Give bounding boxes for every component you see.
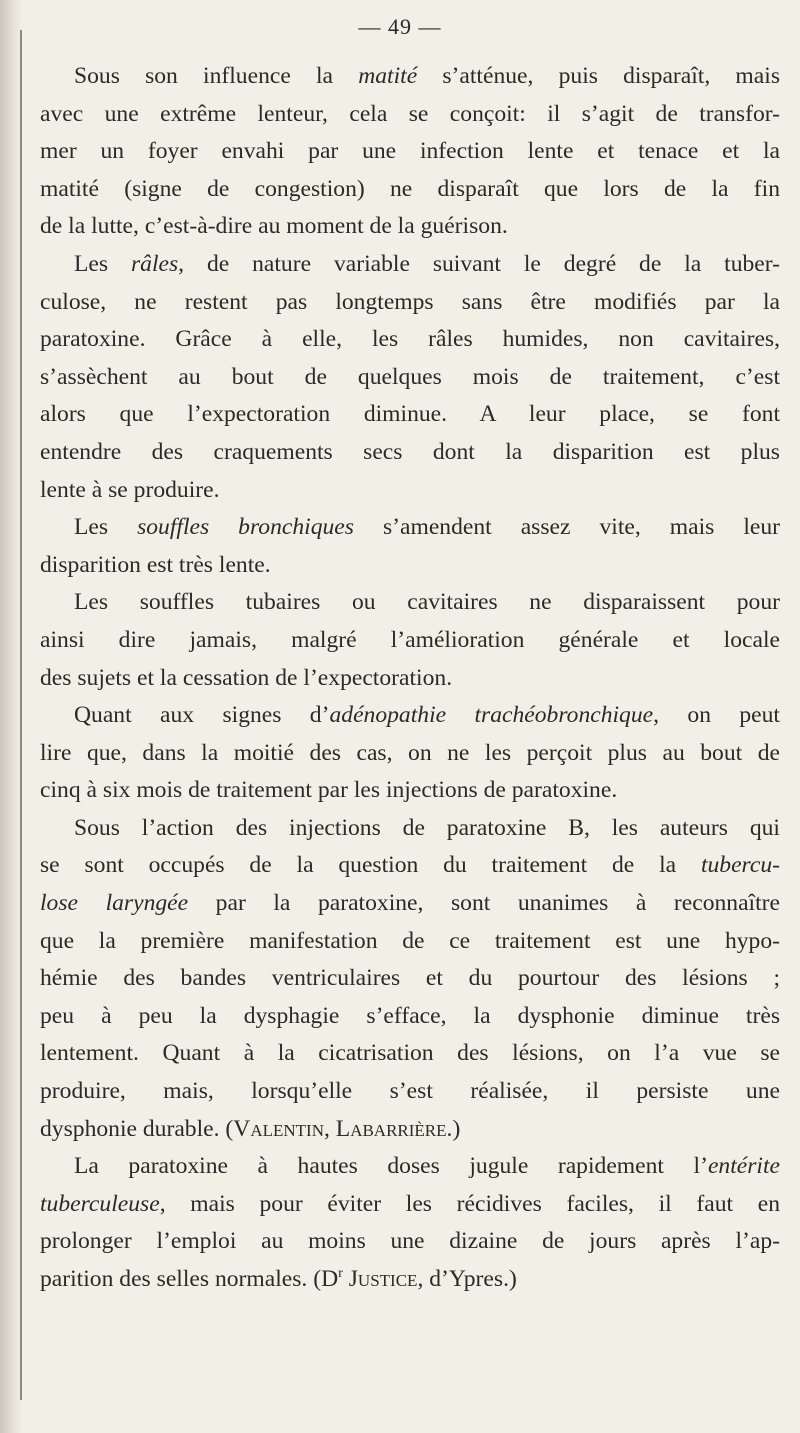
text-run: Les [74,514,138,541]
text-run: mer un foyer envahi par une infection lente et tenace et la [40,138,780,165]
text-run: des sujets et la cessation de l’expectoration. [40,664,453,691]
text-run: paratoxine. Grâce à elle, les râles humides, non cavitaires, [40,326,780,353]
text-run: lente à se produire. [40,476,220,503]
text-run: , de nature variable suivant le degré de la tuber- [178,250,781,277]
text-run: de la lutte, c’est-à-dire au moment de la guérison. [40,213,508,240]
binding-edge [20,30,22,1400]
text-run: lentement. Quant à la cicatrisation des lésions, on l’a vue se [40,1040,780,1067]
text-line [40,208,780,246]
text-run: s’atténue, puis disparaît, mais [417,63,780,89]
text-run: , d’Ypres.) [417,1266,517,1292]
small-caps-run: Justice [348,1266,418,1292]
text-run: , on peut [653,702,780,729]
text-line [40,584,780,622]
text-line [40,396,780,434]
text-line [40,1186,780,1224]
text-line [40,1261,780,1299]
text-line [40,998,780,1036]
text-run: Sous son influence la [74,63,359,89]
text-run: hémie des bandes ventriculaires et du pourtour des lésions ; [40,965,780,992]
text-line [40,434,780,472]
text-line [40,622,780,660]
text-line [40,885,780,923]
text-run: produire, mais, lorsqu’elle s’est réalisée, il persiste une [40,1078,780,1105]
text-run: Quant aux signes d’ [74,702,330,729]
italic-run: tubercu- [700,852,780,879]
text-line [40,359,780,397]
text-line [40,1148,780,1186]
text-run: Les souffles tubaires ou cavitaires ne disparaissent pour [74,589,780,616]
text-line [40,697,780,735]
text-line [40,960,780,998]
text-run: s’assèchent au bout de quelques mois de traitement, c’est [40,363,780,390]
text-line [40,1223,780,1261]
text-run: par la paratoxine, sont unanimes à reconnaître [188,890,780,917]
text-line [40,1111,780,1149]
italic-run: lose laryngée [40,890,189,917]
text-line [40,472,780,510]
italic-run: matité [358,63,418,89]
text-line [40,133,780,171]
text-run: parition des selles normales. (D [40,1266,339,1292]
superscript-run: r [338,1265,343,1282]
text-run: , mais pour éviter les récidives faciles, il faut en [159,1190,780,1217]
text-line [40,1073,780,1111]
text-line [40,1035,780,1073]
text-run: ainsi dire jamais, malgré l’amélioration générale et locale [40,626,780,653]
text-run: cinq à six mois de traitement par les injections de paratoxine. [40,777,618,804]
text-line [40,321,780,359]
text-line [40,246,780,284]
text-run: entendre des craquements secs dont la disparition est plus [40,438,780,465]
text-line [40,810,780,848]
text-run: peu à peu la dysphagie s’efface, la dysphonie diminue très [40,1002,780,1029]
italic-run: entérite [707,1153,780,1180]
page-number: — 49 — [358,14,442,39]
text-line [40,171,780,209]
text-line [40,547,780,585]
italic-run: adénopathie trachéobronchique [329,702,654,729]
text-line [40,58,780,96]
text-line [40,735,780,773]
text-run: Les [74,250,131,277]
text-line [40,96,780,134]
text-line [40,509,780,547]
text-line [40,284,780,322]
italic-run: souffles bronchiques [137,514,354,541]
text-run: avec une extrême lenteur, cela se conçoit: il s’agit de transfor- [40,100,780,127]
text-run: prolonger l’emploi au moins une dizaine de jours après l’ap- [40,1228,780,1255]
text-run: disparition est très lente. [40,551,271,578]
text-run: alors que l’expectoration diminue. A leur place, se font [40,401,780,428]
italic-run: tuberculeuse [40,1190,160,1217]
page-gutter-shadow [0,0,22,1433]
text-run: La paratoxine à hautes doses jugule rapidement l’ [74,1153,708,1180]
small-caps-run: Valentin, Labarrière. [233,1115,453,1142]
italic-run: râles [130,250,179,277]
text-run: s’amendent assez vite, mais leur [353,514,781,541]
text-line [40,772,780,810]
text-run: matité (signe de congestion) ne disparaît que lors de la fin [40,175,780,202]
body-text [40,58,780,1299]
text-line [40,923,780,961]
text-run: se sont occupés de la question du traitement de la [40,852,701,879]
text-run: lire que, dans la moitié des cas, on ne les perçoit plus au bout de [40,739,780,766]
text-run: culose, ne restent pas longtemps sans être modifiés par la [40,288,780,315]
text-run: ) [452,1115,461,1142]
text-line [40,660,780,698]
text-line [40,847,780,885]
text-run: dysphonie durable. ( [40,1115,234,1142]
text-run: Sous l’action des injections de paratoxine B, les auteurs qui [74,814,780,841]
text-run: que la première manifestation de ce traitement est une hypo- [40,927,780,954]
